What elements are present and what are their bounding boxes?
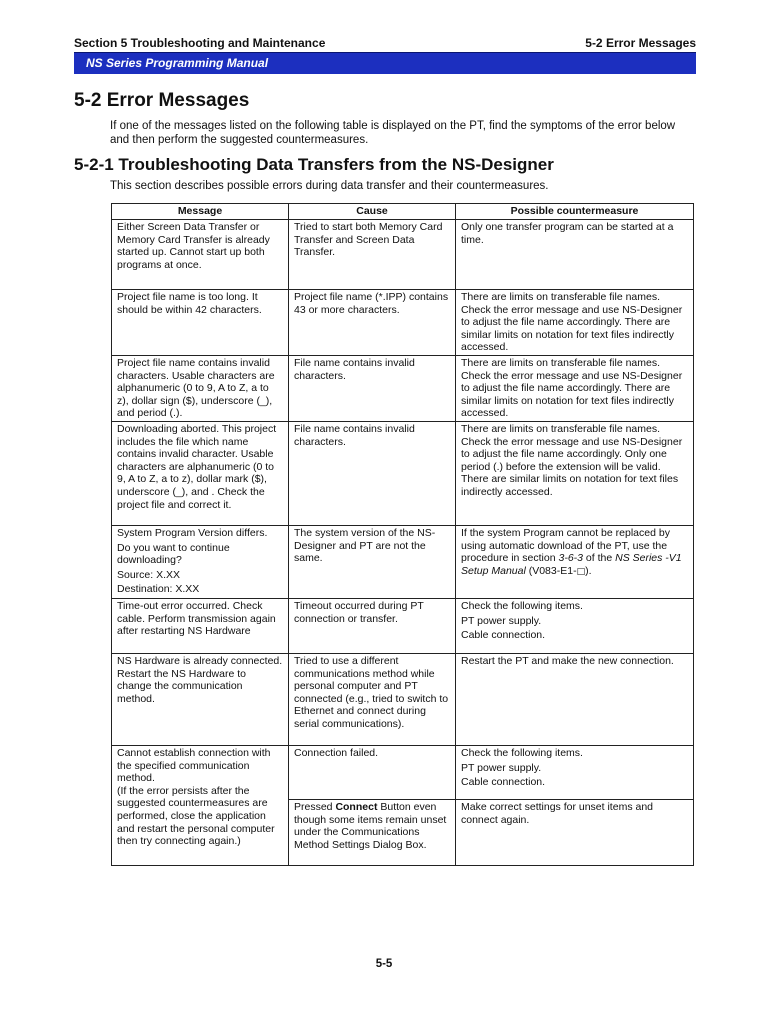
countermeasure-cell: There are limits on transferable file names. Check the error message and use NS-Designer to adjust the file name accordingly. There are similar limits on notation for text files indirectly accessed. (456, 356, 694, 422)
manual-title: NS Series Programming Manual (86, 56, 269, 70)
countermeasure-cell: There are limits on transferable file names. Check the error message and use NS-Designer to adjust the file name accordingly. Only one period (.) before the extension will be valid. There are similar limits on notation for text files indirectly accessed. (456, 421, 694, 525)
cause-cell (289, 799, 456, 865)
check-line: PT power supply. (461, 761, 542, 774)
manual-reference: NS Series -V1 Setup Manual (461, 552, 682, 577)
section-reference: 3-6-3 (558, 552, 583, 565)
message-cell: NS Hardware is already connected. Restart the NS Hardware to change the communication method. (112, 653, 289, 745)
table-header-row (112, 204, 694, 220)
cause-cell: Tried to use a different communications method while personal computer and PT connected (e.g., tried to switch to Ethernet and connect during serial communications). (289, 653, 456, 745)
check-line: Cable connection. (461, 776, 546, 789)
countermeasure-cell (456, 525, 694, 598)
col-header-cause: Cause (289, 204, 456, 220)
message-cell (112, 525, 289, 598)
message-cell: Downloading aborted. This project includes the file which name contains invalid character. Usable characters are alphanumeric (0 to 9, A to Z, a to z), dollar mark ($), underscore (_), and . Check the project file and correct it. (112, 421, 289, 525)
section-heading: 5-2 Error Messages (74, 90, 250, 111)
countermeasure-cell: Make correct settings for unset items and connect again. (456, 799, 694, 865)
message-cell: Project file name contains invalid characters. Usable characters are alphanumeric (0 to 9, A to Z, a to z), dollar sign ($), underscore (_), and period (.). (112, 356, 289, 422)
section-intro: If one of the messages listed on the following table is displayed on the PT, find the symptoms of the error below and then perform the suggested countermeasures. (110, 120, 676, 146)
col-header-countermeasure: Possible countermeasure (456, 204, 694, 220)
text-run: Pressed (294, 800, 336, 813)
text-run: ). (585, 564, 592, 577)
countermeasure-cell (456, 745, 694, 799)
message-line: Source: X.XX (117, 568, 181, 581)
button-name: Connect (335, 800, 378, 813)
countermeasure-cell: There are limits on transferable file names. Check the error message and use NS-Designer to adjust the file name accordingly. There are similar limits on notation for text files indirectly accessed. (456, 290, 694, 356)
countermeasure-cell (456, 598, 694, 653)
cause-cell: Timeout occurred during PT connection or transfer. (289, 598, 456, 653)
cause-cell: Tried to start both Memory Card Transfer and Screen Data Transfer. (289, 220, 456, 290)
message-line: System Program Version differs. (117, 526, 268, 539)
message-cell: Either Screen Data Transfer or Memory Card Transfer is already started up. Cannot start up both programs at once. (112, 220, 289, 290)
cause-cell: File name contains invalid characters. (289, 356, 456, 422)
header-subsection-title: 5-2 Error Messages (585, 36, 696, 50)
page-number: 5-5 (375, 958, 393, 970)
table-row (112, 525, 694, 598)
check-line: PT power supply. (461, 614, 542, 627)
col-header-message: Message (112, 204, 289, 220)
manual-title-bar (74, 52, 696, 74)
table-row (112, 598, 694, 653)
running-header (74, 36, 696, 52)
table-row (112, 653, 694, 745)
check-line: Check the following items. (461, 599, 583, 612)
message-line: Destination: X.XX (117, 583, 200, 596)
subsection-intro: This section describes possible errors during data transfer and their countermeasures. (110, 180, 549, 192)
cause-cell: The system version of the NS-Designer and PT are not the same. (289, 525, 456, 598)
countermeasure-cell: Only one transfer program can be started at a time. (456, 220, 694, 290)
placeholder-box-icon: □ (576, 566, 586, 577)
check-line: Check the following items. (461, 746, 583, 759)
cause-cell: File name contains invalid characters. (289, 421, 456, 525)
countermeasure-cell: Restart the PT and make the new connection. (456, 653, 694, 745)
text-run: If the system Program cannot be replaced by using automatic download of the PT, use the procedure in section (461, 526, 670, 565)
text-run: (V083-E1- (525, 564, 577, 577)
message-line: Cannot establish connection with the specified communication method. (117, 746, 271, 785)
table-row (112, 421, 694, 525)
message-cell (112, 745, 289, 865)
message-line: (If the error persists after the suggested countermeasures are performed, close the application and restart the personal computer then try connecting again.) (117, 784, 275, 848)
message-cell: Project file name is too long. It should be within 42 characters. (112, 290, 289, 356)
message-line: Do you want to continue downloading? (117, 541, 230, 567)
check-line: Cable connection. (461, 629, 546, 642)
table-row (112, 745, 694, 799)
table-row (112, 356, 694, 422)
text-run: of the (583, 552, 616, 565)
header-section-title: Section 5 Troubleshooting and Maintenance (74, 36, 326, 50)
cause-cell: Connection failed. (289, 745, 456, 799)
subsection-heading: 5-2-1 Troubleshooting Data Transfers from the NS-Designer (74, 155, 554, 174)
table-row (112, 220, 694, 290)
text-run: Button even though some items remain unset under the Communications Method Settings Dialog Box. (294, 800, 447, 851)
cause-cell: Project file name (*.IPP) contains 43 or more characters. (289, 290, 456, 356)
message-cell: Time-out error occurred. Check cable. Perform transmission again after restarting NS Hardware (112, 598, 289, 653)
error-messages-table (111, 203, 694, 866)
table-row (112, 290, 694, 356)
